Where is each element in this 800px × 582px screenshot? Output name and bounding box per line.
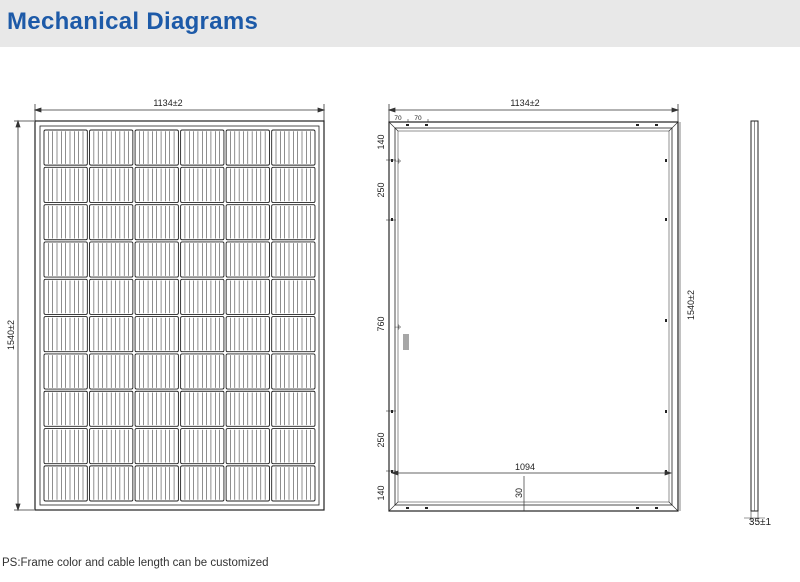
mounting-hole	[655, 124, 658, 126]
ground-symbol: ⏚	[394, 157, 403, 165]
mounting-hole	[655, 507, 658, 509]
mounting-hole	[425, 507, 428, 509]
segment-label-lower: 250	[376, 432, 386, 448]
mounting-hole	[636, 507, 639, 509]
front-view	[6, 98, 324, 510]
front-height-label: 1540±2	[6, 320, 16, 350]
back-frame-outer	[389, 122, 678, 511]
mounting-hole	[665, 410, 667, 413]
mounting-hole	[391, 218, 393, 221]
mounting-hole	[665, 159, 667, 162]
drain-offset-label: 30	[514, 487, 524, 499]
thickness-label: 35±1	[748, 517, 772, 528]
mounting-hole	[391, 410, 393, 413]
mounting-hole	[636, 124, 639, 126]
mounting-hole	[406, 507, 409, 509]
mounting-hole	[391, 159, 393, 162]
mounting-hole	[406, 124, 409, 126]
back-height-label: 1540±2	[686, 290, 696, 320]
ground-symbol: ⏚	[394, 323, 403, 331]
mount-width-label: 1094	[514, 462, 536, 472]
back-width-label: 1134±2	[510, 98, 540, 108]
mounting-hole	[665, 218, 667, 221]
back-view	[376, 98, 696, 511]
footnote: PS:Frame color and cable length can be customized	[2, 557, 269, 569]
page-title: Mechanical Diagrams	[7, 8, 259, 35]
hole-spacing-a-label: 70	[394, 115, 402, 122]
front-height-dimension	[14, 121, 34, 510]
segment-label-top: 140	[376, 134, 386, 150]
front-width-label: 1134±2	[153, 98, 183, 108]
side-view	[744, 121, 772, 528]
mounting-hole	[425, 124, 428, 126]
segment-label-bottom: 140	[376, 485, 386, 501]
segment-label-middle: 760	[376, 316, 386, 332]
hole-spacing-b-label: 70	[414, 115, 422, 122]
mounting-hole	[665, 319, 667, 322]
segment-label-upper: 250	[376, 182, 386, 198]
